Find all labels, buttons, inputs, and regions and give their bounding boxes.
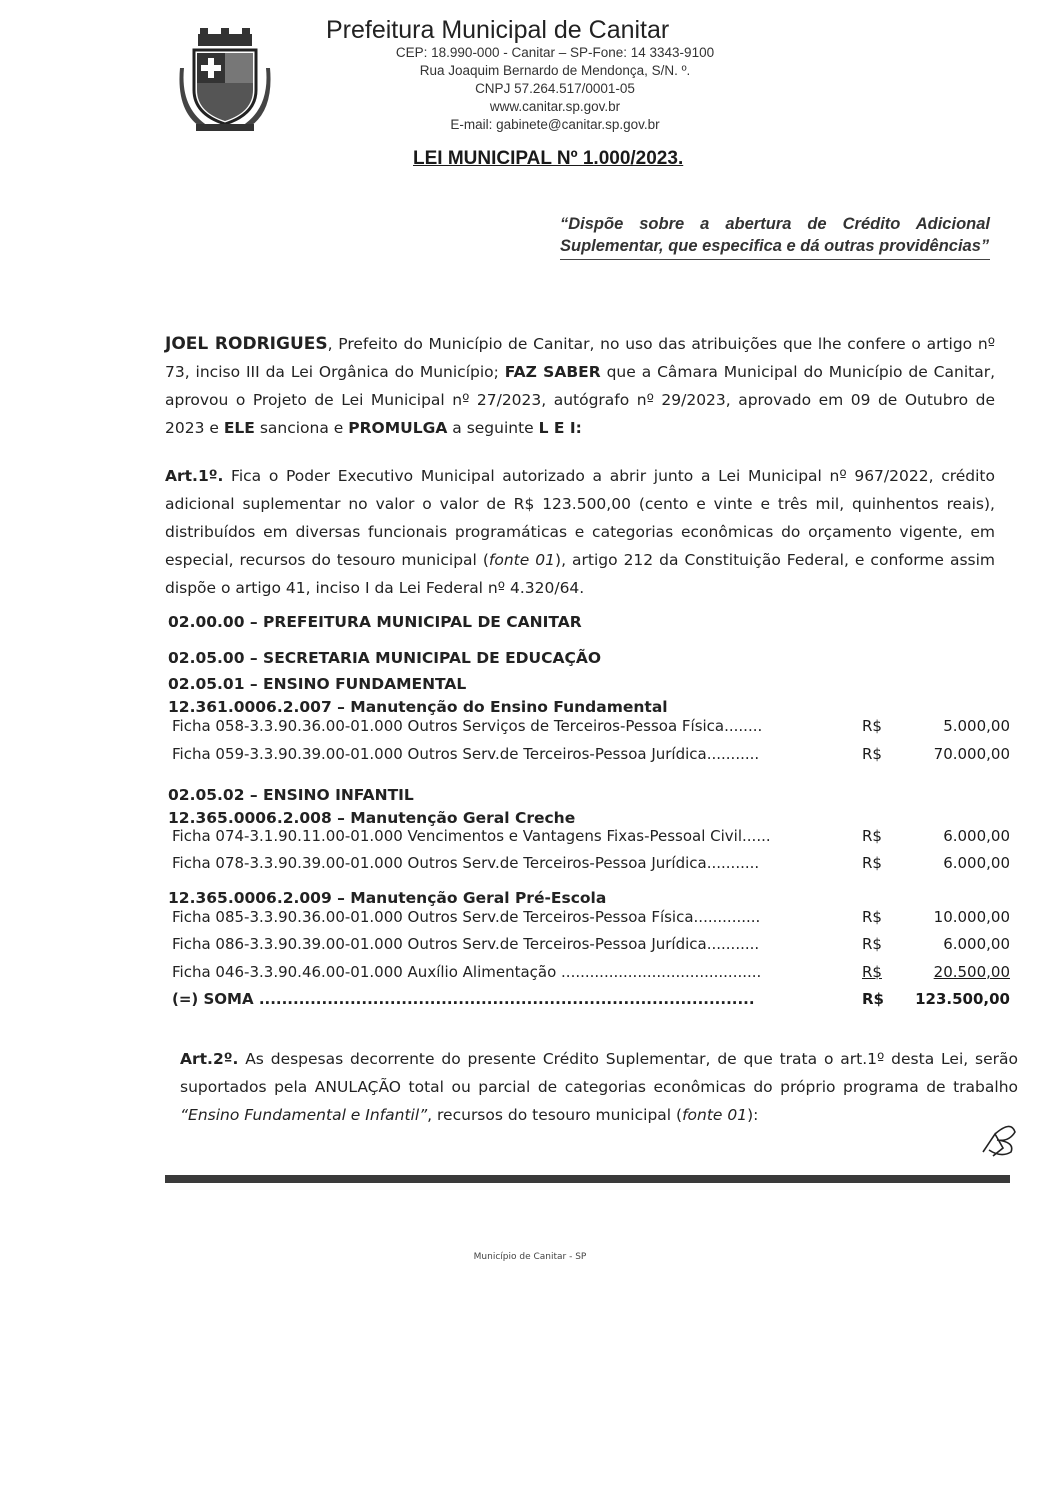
header-email: E-mail: gabinete@canitar.sp.gov.br (450, 117, 660, 132)
footer-text: Município de Canitar - SP (473, 1252, 587, 1262)
header-title: Prefeitura Municipal de Canitar (326, 16, 670, 44)
header-website: www.canitar.sp.gov.br (489, 99, 621, 114)
budget-item: Ficha 074-3.1.90.11.00-01.000 Vencimentos e Vantagens Fixas-Pessoal Civil...... R$ 6.000,00 (172, 827, 1010, 845)
heading-prefeitura: 02.00.00 – PREFEITURA MUNICIPAL DE CANITAR (168, 613, 582, 631)
heading-ensino-infantil: 02.05.02 – ENSINO INFANTIL (168, 786, 414, 804)
budget-item: Ficha 078-3.3.90.39.00-01.000 Outros Serv.de Terceiros-Pessoa Jurídica........... R$ 6.000,00 (172, 854, 1010, 872)
budget-item: Ficha 046-3.3.90.46.00-01.000 Auxílio Alimentação .......................................... R$ 20.500,00 (172, 963, 1010, 981)
mayor-name: JOEL RODRIGUES (165, 334, 328, 354)
law-title: LEI MUNICIPAL Nº 1.000/2023. (413, 148, 684, 169)
heading-secretaria-educacao: 02.05.00 – SECRETARIA MUNICIPAL DE EDUCAÇÃO (168, 649, 602, 667)
municipal-coat-of-arms-logo (178, 28, 272, 134)
law-summary: “Dispõe sobre a abertura de Crédito Adicional Suplementar, que especifica e dá outras providências” (560, 213, 990, 260)
budget-item: Ficha 059-3.3.90.39.00-01.000 Outros Serv.de Terceiros-Pessoa Jurídica........... R$ 70.000,00 (172, 745, 1010, 763)
heading-ensino-fundamental: 02.05.01 – ENSINO FUNDAMENTAL (168, 675, 467, 693)
budget-total-row: (=) SOMA ....................................................................................... R$ 123.500,00 (172, 990, 1010, 1008)
heading-manutencao-pre-escola: 12.365.0006.2.009 – Manutenção Geral Pré-Escola (168, 889, 607, 907)
footer-divider (165, 1175, 1010, 1183)
budget-item: Ficha 086-3.3.90.39.00-01.000 Outros Serv.de Terceiros-Pessoa Jurídica........... R$ 6.000,00 (172, 935, 1010, 953)
budget-item: Ficha 085-3.3.90.36.00-01.000 Outros Serv.de Terceiros-Pessoa Física.............. R$ 10.000,00 (172, 908, 1010, 926)
header-address: Rua Joaquim Bernardo de Mendonça, S/N. º. (419, 63, 691, 78)
heading-manutencao-creche: 12.365.0006.2.008 – Manutenção Geral Creche (168, 809, 576, 827)
article-2: Art.2º. As despesas decorrente do presente Crédito Suplementar, de que trata o art.1º desta Lei, serão suportados pela ANULAÇÃO total ou parcial de categorias econômicas do próprio programa de trabalho “Ensino Fundamental e Infantil”, recursos do tesouro municipal (fonte 01): (180, 1050, 1018, 1124)
article-2-label: Art.2º. (180, 1050, 239, 1068)
total-label: (=) SOMA ....................................................................................... (172, 990, 755, 1008)
header-cnpj: CNPJ 57.264.517/0001-05 (475, 81, 635, 96)
initials-signature (975, 1112, 1025, 1162)
budget-item: Ficha 058-3.3.90.36.00-01.000 Outros Serviços de Terceiros-Pessoa Física........ R$ 5.000,00 (172, 717, 1010, 735)
heading-manutencao-ensino-fundamental: 12.361.0006.2.007 – Manutenção do Ensino Fundamental (168, 698, 668, 716)
total-value: 123.500,00 (915, 990, 1010, 1008)
intro-paragraph: JOEL RODRIGUES, Prefeito do Município de Canitar, no uso das atribuições que lhe confere o artigo nº 73, inciso III da Lei Orgânica do Município; FAZ SABER que a Câmara Municipal do Município de Canitar, aprovou o Projeto de Lei Municipal nº 27/2023, autógrafo nº 29/2023, aprovado em 09 de Outubro de 2023 e ELE sanciona e PROMULGA a seguinte L E I: (165, 334, 996, 437)
header-cep-phone: CEP: 18.990-000 - Canitar – SP-Fone: 14 3343-9100 (395, 45, 715, 60)
article-1-label: Art.1º. (165, 467, 224, 485)
article-1: Art.1º. Fica o Poder Executivo Municipal autorizado a abrir junto a Lei Municipal nº 967/2022, crédito adicional suplementar no valor o valor de R$ 123.500,00 (cento e vinte e três mil, quinhentos reais), distribuídos em diversas funcionais programáticas e categorias econômicas do orçamento vigente, em especial, recursos do tesouro municipal (fonte 01), artigo 212 da Constituição Federal, e conforme assim dispõe o artigo 41, inciso I da Lei Federal nº 4.320/64. (165, 467, 995, 597)
